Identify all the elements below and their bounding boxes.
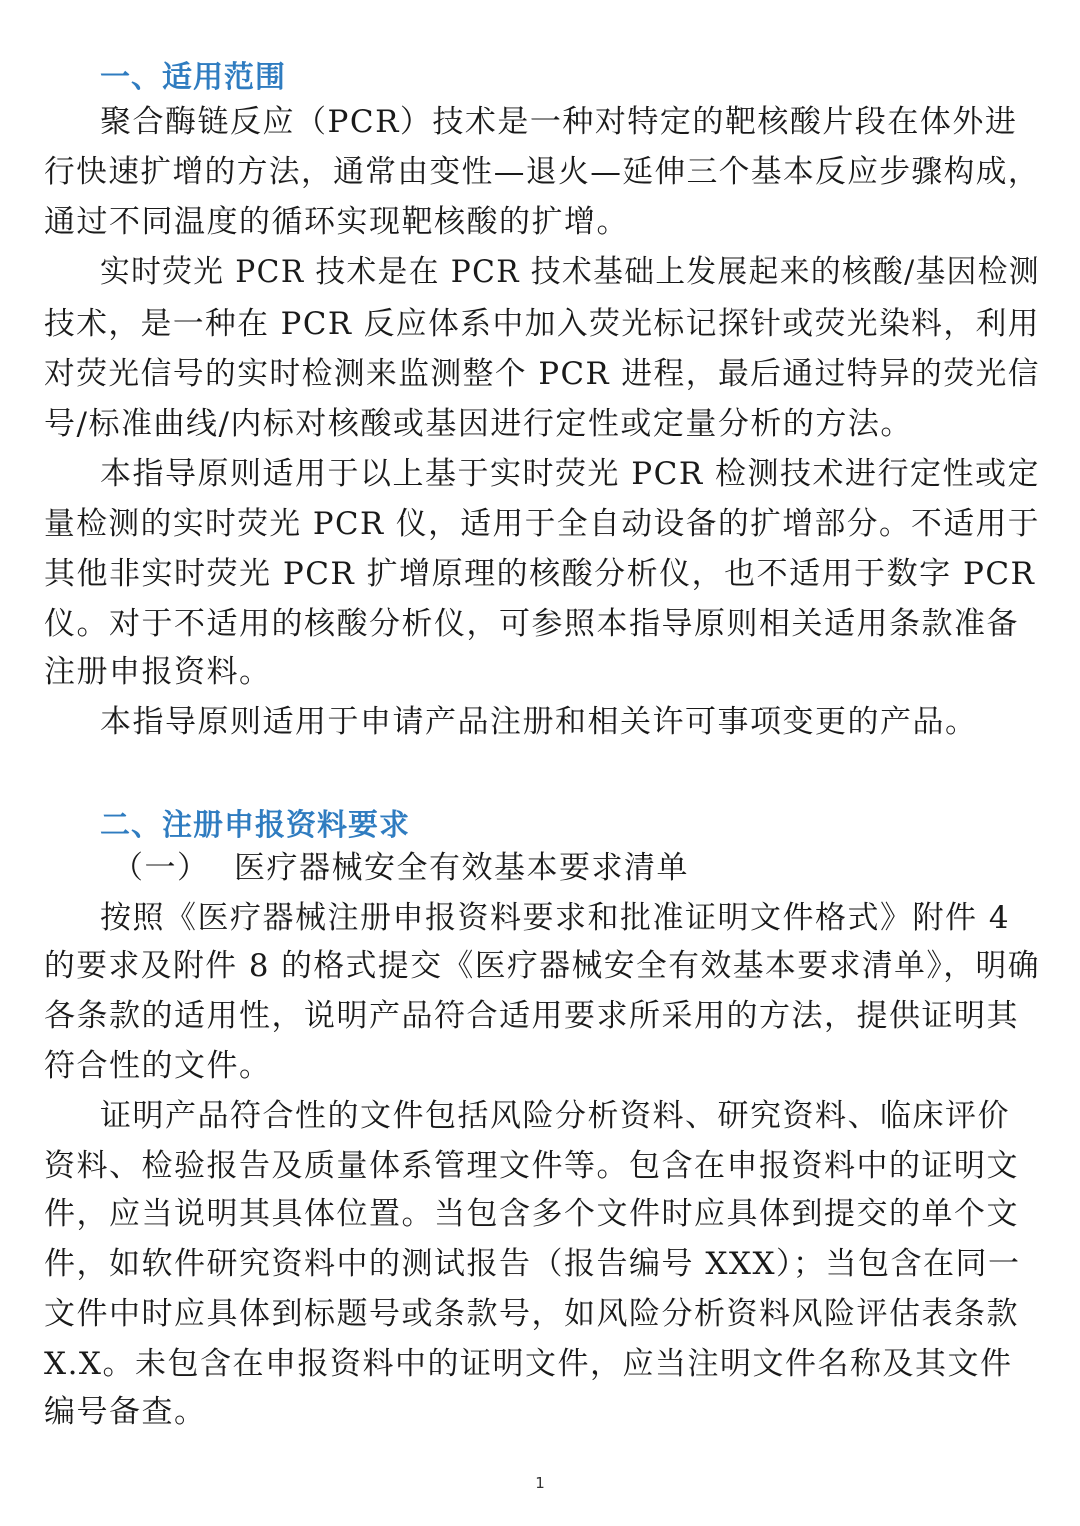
paragraph-line: 证明产品符合性的文件包括风险分析资料、研究资料、临床评价	[100, 1098, 1010, 1134]
paragraph-line: 按照《医疗器械注册申报资料要求和批准证明文件格式》附件 4	[100, 900, 1011, 936]
subsection-number: （一）	[112, 850, 210, 886]
paragraph-line: 技术，是一种在 PCR 反应体系中加入荧光标记探针或荧光染料，利用	[44, 306, 1040, 342]
paragraph-line: 的要求及附件 8 的格式提交《医疗器械安全有效基本要求清单》，明确	[44, 948, 1040, 984]
paragraph-line: 实时荧光 PCR 技术是在 PCR 技术基础上发展起来的核酸/基因检测	[100, 254, 1040, 290]
paragraph-line: 件，应当说明其具体位置。当包含多个文件时应具体到提交的单个文	[44, 1196, 1019, 1232]
paragraph-line: 符合性的文件。	[44, 1048, 272, 1084]
subsection-heading	[112, 848, 689, 888]
paragraph-line: 仪。对于不适用的核酸分析仪，可参照本指导原则相关适用条款准备	[44, 606, 1019, 642]
paragraph-line: X.X。未包含在申报资料中的证明文件，应当注明文件名称及其文件	[44, 1346, 1013, 1382]
paragraph-line: 本指导原则适用于申请产品注册和相关许可事项变更的产品。	[100, 704, 978, 740]
paragraph-line: 资料、检验报告及质量体系管理文件等。包含在申报资料中的证明文	[44, 1148, 1019, 1184]
section-heading-requirements: 二、注册申报资料要求	[100, 808, 410, 843]
section-heading-scope: 一、适用范围	[100, 60, 286, 95]
subsection-title: 医疗器械安全有效基本要求清单	[234, 850, 689, 886]
paragraph-line: 本指导原则适用于以上基于实时荧光 PCR 检测技术进行定性或定	[100, 456, 1040, 492]
paragraph-line: 各条款的适用性，说明产品符合适用要求所采用的方法，提供证明其	[44, 998, 1019, 1034]
paragraph-line: 件，如软件研究资料中的测试报告（报告编号 XXX）；当包含在同一	[44, 1246, 1021, 1282]
paragraph-line: 编号备查。	[44, 1394, 207, 1430]
paragraph-line: 行快速扩增的方法，通常由变性—退火—延伸三个基本反应步骤构成，	[44, 154, 1040, 190]
page-number: 1	[535, 1474, 545, 1492]
paragraph-line: 聚合酶链反应（PCR）技术是一种对特定的靶核酸片段在体外进	[100, 104, 1018, 140]
paragraph-line: 通过不同温度的循环实现靶核酸的扩增。	[44, 204, 629, 240]
paragraph-line: 其他非实时荧光 PCR 扩增原理的核酸分析仪，也不适用于数字 PCR	[44, 556, 1036, 592]
paragraph-line: 注册申报资料。	[44, 654, 272, 690]
paragraph-line: 文件中时应具体到标题号或条款号，如风险分析资料风险评估表条款	[44, 1296, 1019, 1332]
paragraph-line: 量检测的实时荧光 PCR 仪，适用于全自动设备的扩增部分。不适用于	[44, 506, 1040, 542]
paragraph-line: 号/标准曲线/内标对核酸或基因进行定性或定量分析的方法。	[44, 406, 913, 442]
paragraph-line: 对荧光信号的实时检测来监测整个 PCR 进程，最后通过特异的荧光信	[44, 356, 1040, 392]
